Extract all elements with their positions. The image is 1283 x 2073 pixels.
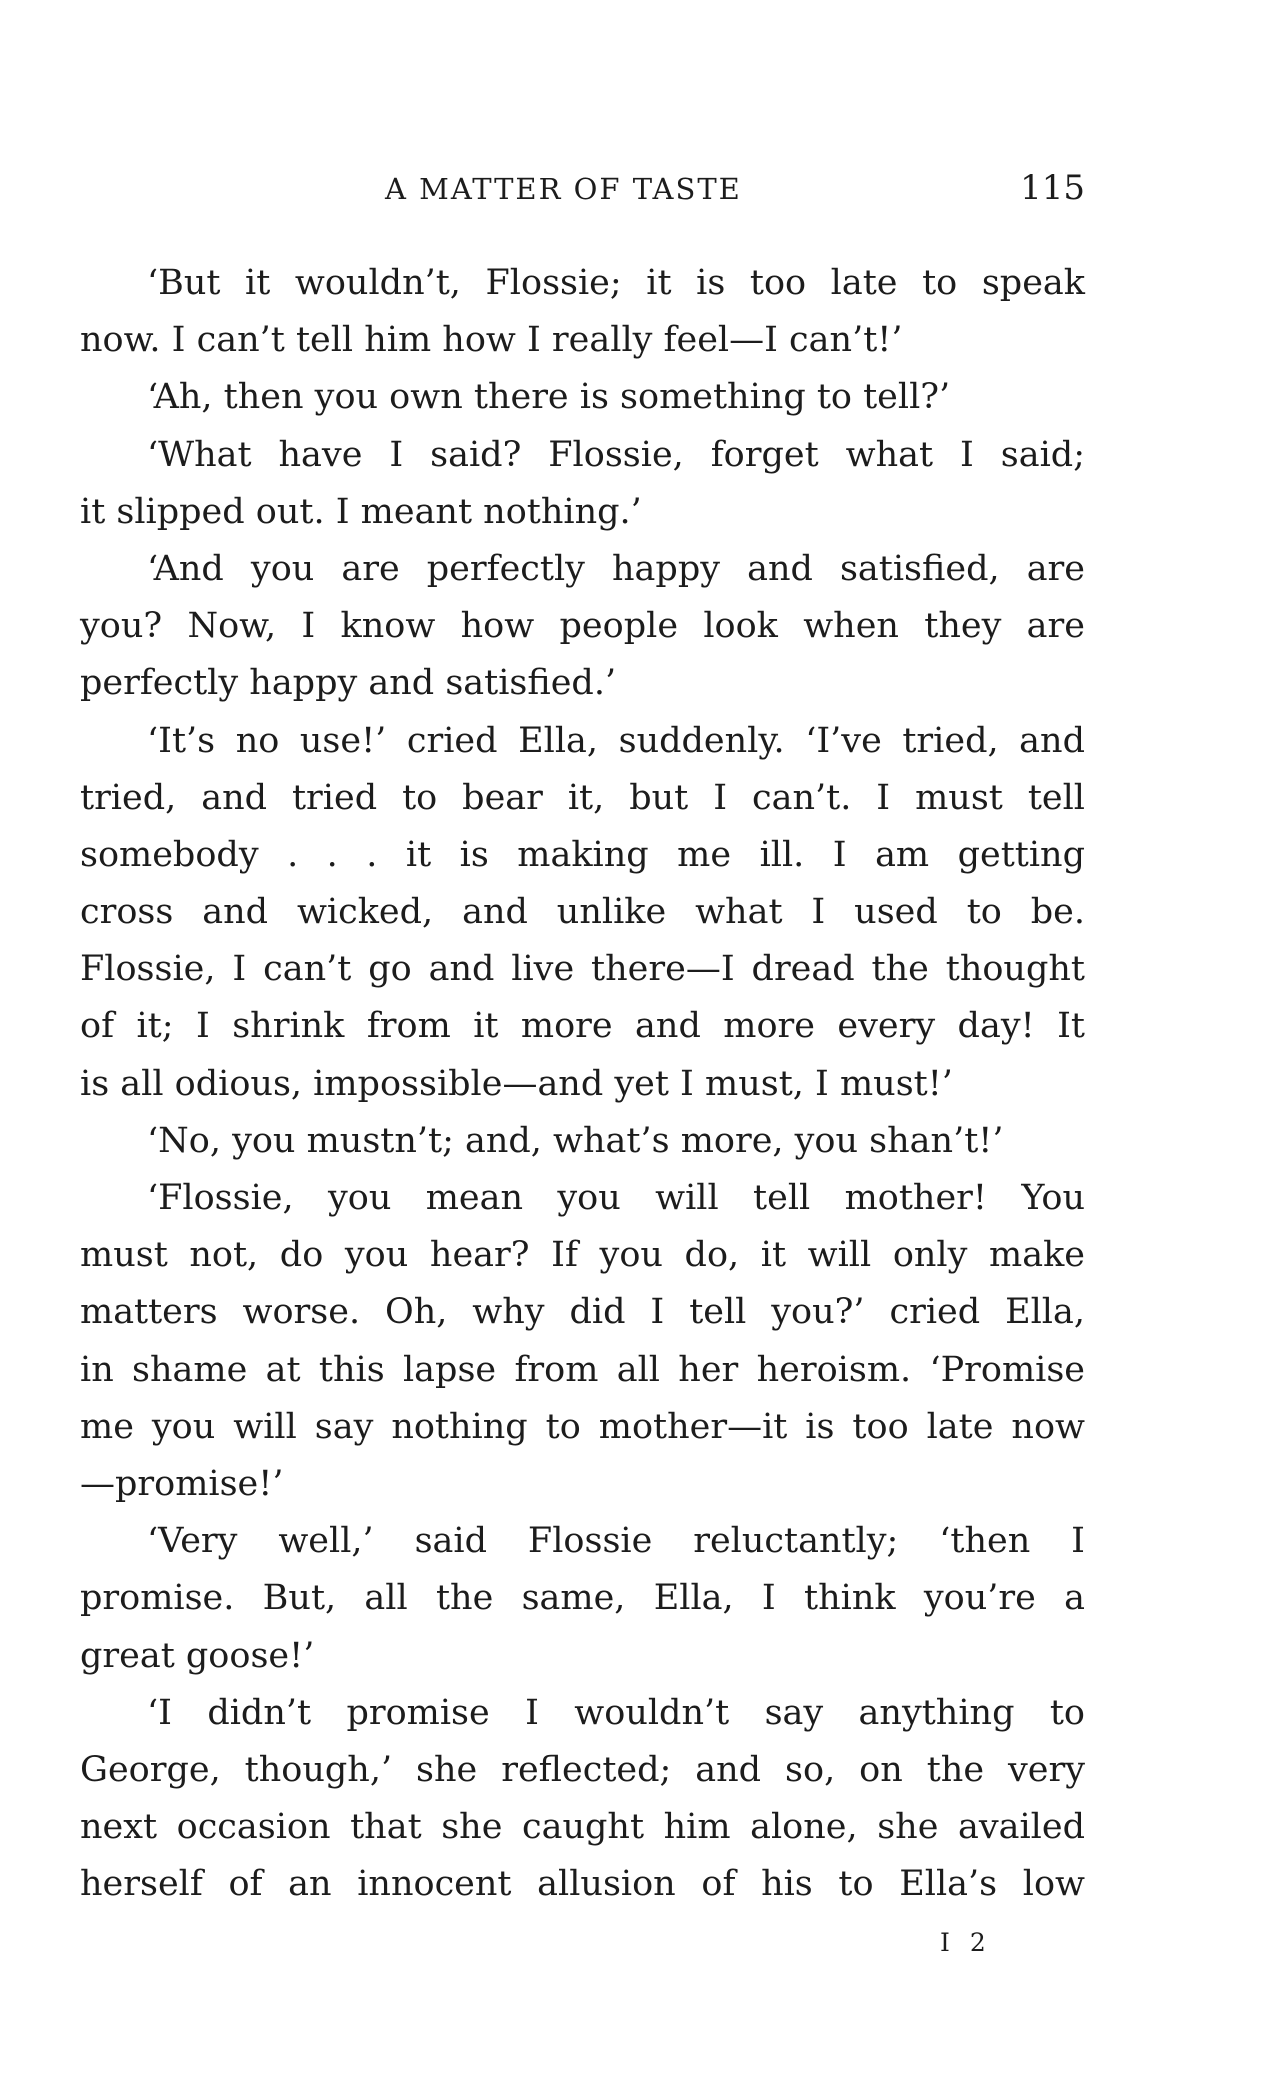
text-line: ‘Ah, then you own there is something to tell?’ (147, 377, 951, 418)
text-line: ‘And you are perfectly happy and satisfied, are (147, 548, 1085, 589)
text-line: is all odious, impossible—and yet I must, I must!’ (80, 1063, 953, 1104)
running-title: A MATTER OF TASTE (385, 172, 742, 206)
text-line: in shame at this lapse from all her heroism. ‘Promise (80, 1349, 1085, 1390)
running-head (80, 168, 1085, 212)
signature-mark: I 2 (940, 1928, 992, 1957)
text-line: ‘I didn’t promise I wouldn’t say anything to (147, 1692, 1085, 1733)
text-line: ‘But it wouldn’t, Flossie; it is too late to speak (147, 263, 1085, 303)
body-text (80, 255, 1085, 1913)
text-line: next occasion that she caught him alone, she availed (80, 1807, 1085, 1848)
page-number: 115 (1020, 168, 1085, 208)
text-line: tried, and tried to bear it, but I can’t. I must tell (80, 777, 1085, 818)
text-line: me you will say nothing to mother—it is too late now (80, 1406, 1085, 1447)
text-line: herself of an innocent allusion of his to Ella’s low (80, 1864, 1085, 1905)
text-line: ‘Flossie, you mean you will tell mother! You (147, 1178, 1085, 1218)
text-line: perfectly happy and satisfied.’ (80, 663, 617, 704)
text-line: ‘It’s no use!’ cried Ella, suddenly. ‘I’ve tried, and (147, 720, 1085, 761)
text-line: ‘Very well,’ said Flossie reluctantly; ‘then I (147, 1521, 1085, 1562)
text-line: ‘What have I said? Flossie, forget what I said; (147, 434, 1085, 475)
text-line: great goose!’ (80, 1635, 315, 1676)
text-line: somebody . . . it is making me ill. I am getting (80, 834, 1085, 875)
text-line: cross and wicked, and unlike what I used to be. (80, 892, 1085, 933)
text-line: Flossie, I can’t go and live there—I dread the thought (80, 949, 1085, 990)
text-line: now. I can’t tell him how I really feel—I can’t!’ (80, 320, 903, 361)
text-line: ‘No, you mustn’t; and, what’s more, you shan’t!’ (147, 1120, 1004, 1161)
text-line: George, though,’ she reflected; and so, on the very (80, 1749, 1085, 1790)
text-line: it slipped out. I meant nothing.’ (80, 491, 642, 532)
text-line: —promise!’ (80, 1463, 284, 1504)
text-line: you? Now, I know how people look when they are (80, 606, 1085, 647)
text-line: promise. But, all the same, Ella, I think you’re a (80, 1578, 1085, 1619)
text-line: must not, do you hear? If you do, it will only make (80, 1235, 1085, 1276)
text-line: matters worse. Oh, why did I tell you?’ cried Ella, (80, 1292, 1085, 1333)
text-line: of it; I shrink from it more and more every day! It (80, 1006, 1085, 1047)
